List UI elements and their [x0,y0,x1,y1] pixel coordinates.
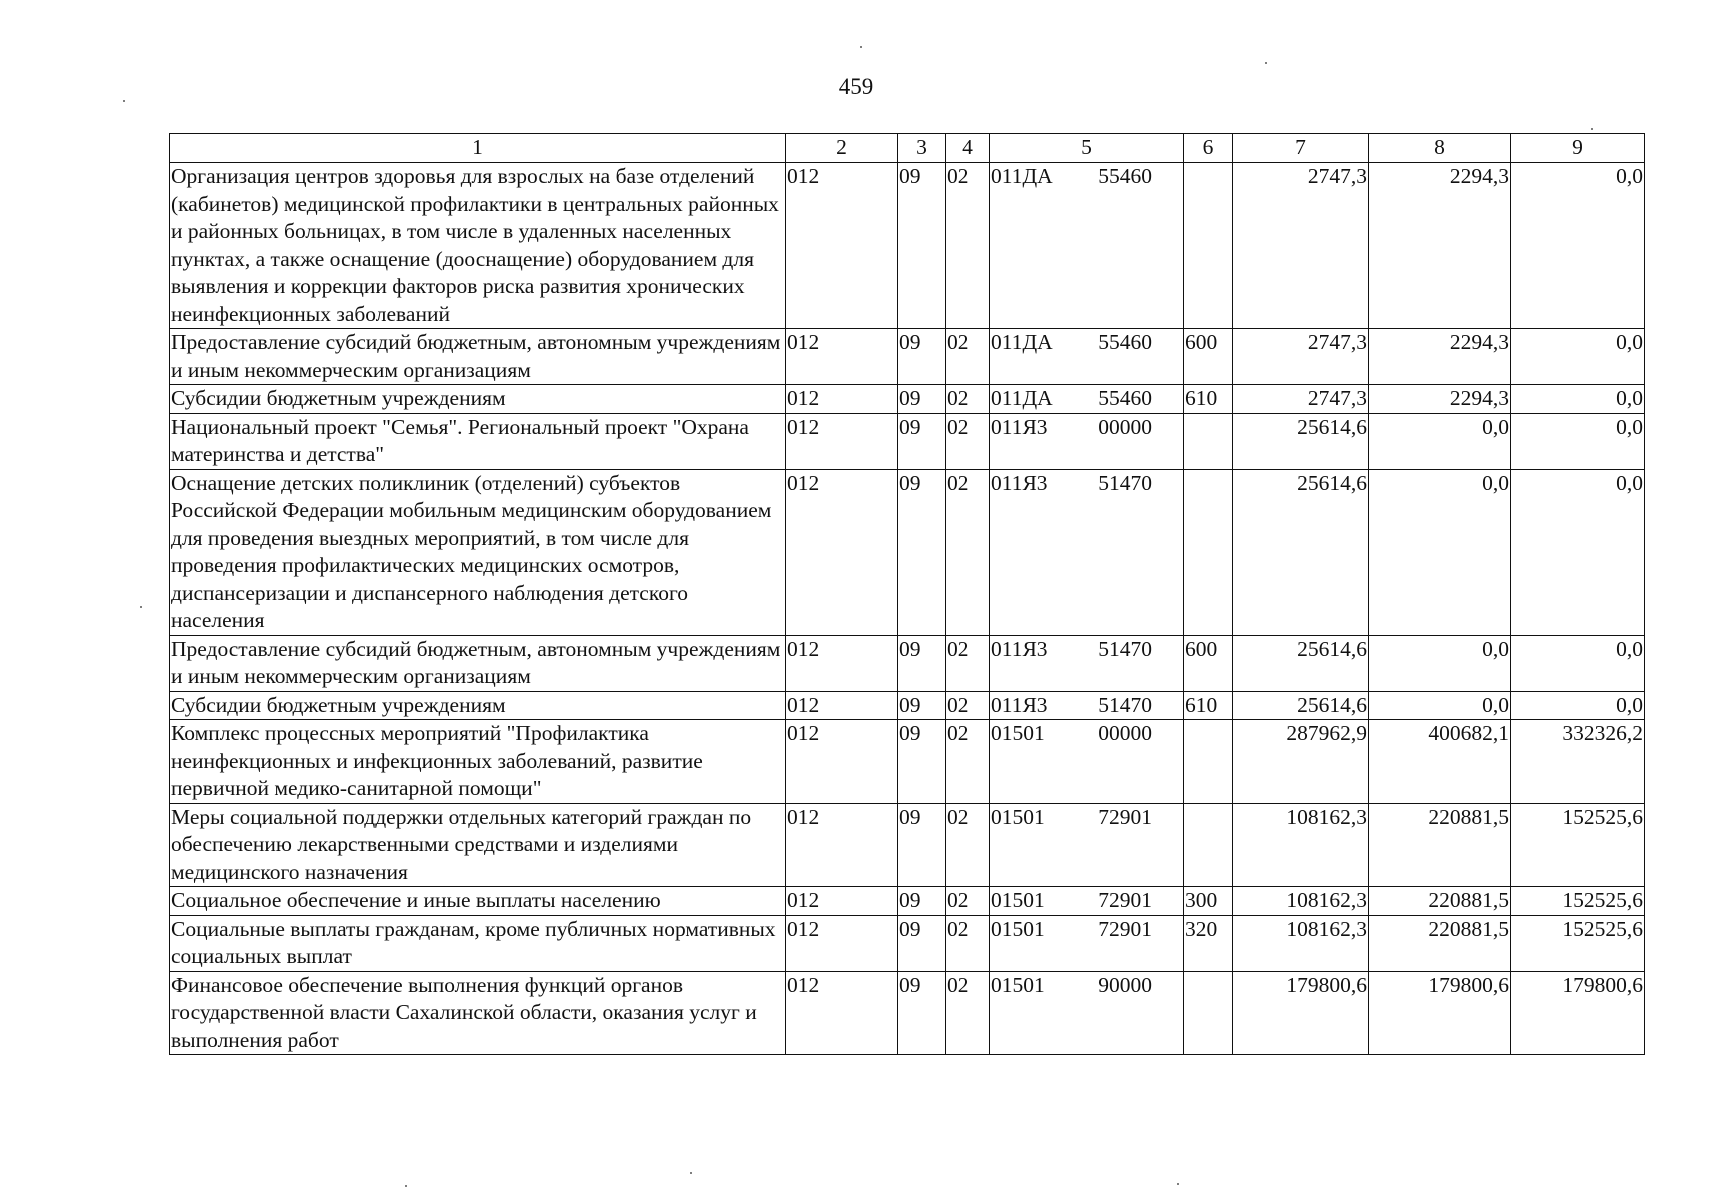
amount-col-9: 152525,6 [1511,887,1645,916]
table-row [170,691,1645,720]
amount-col-8: 0,0 [1369,635,1511,691]
section-code: 09 [898,971,946,1055]
subsection-code: 02 [946,971,990,1055]
program-code: 011ДА [991,330,1053,354]
header-col-4: 4 [946,134,990,163]
table-row [170,803,1645,887]
amount-col-9: 0,0 [1511,469,1645,635]
ministry-code: 012 [786,915,898,971]
section-code: 09 [898,720,946,804]
table-row [170,635,1645,691]
header-col-8: 8 [1369,134,1511,163]
amount-col-8: 0,0 [1369,413,1511,469]
direction-code: 00000 [1098,721,1152,745]
section-code: 09 [898,635,946,691]
amount-col-9: 0,0 [1511,635,1645,691]
subsection-code: 02 [946,635,990,691]
section-code: 09 [898,329,946,385]
scan-speck [405,1185,407,1187]
table-row [170,413,1645,469]
scan-speck [140,606,142,608]
row-name: Оснащение детских поликлиник (отделений) субъектов Российской Федерации мобильным медицинским оборудованием для проведения выездных мероприятий, в том числе для проведения профилактических медицинских осмотров, диспансеризации и диспансерного наблюдения детского населения [170,469,786,635]
row-name: Организация центров здоровья для взрослых на базе отделений (кабинетов) медицинской профилактики в центральных районных и районных больницах, в том числе в удаленных населенных пунктах, а также оснащение (дооснащение) оборудованием для выявления и коррекции факторов риска развития хронических неинфекционных заболеваний [170,163,786,329]
ministry-code: 012 [786,635,898,691]
direction-code: 55460 [1098,330,1152,354]
amount-col-8: 220881,5 [1369,803,1511,887]
amount-col-7: 179800,6 [1233,971,1369,1055]
ministry-code: 012 [786,413,898,469]
program-code: 01501 [991,721,1045,745]
ministry-code: 012 [786,803,898,887]
header-col-5: 5 [990,134,1184,163]
subsection-code: 02 [946,887,990,916]
expense-type-code [1184,413,1233,469]
amount-col-8: 0,0 [1369,691,1511,720]
header-row [170,134,1645,163]
amount-col-9: 0,0 [1511,691,1645,720]
table-row [170,971,1645,1055]
row-name: Комплекс процессных мероприятий "Профилактика неинфекционных и инфекционных заболеваний, развитие первичной медико-санитарной помощи" [170,720,786,804]
amount-col-7: 108162,3 [1233,803,1369,887]
header-col-2: 2 [786,134,898,163]
expense-type-code [1184,803,1233,887]
expense-type-code [1184,971,1233,1055]
amount-col-8: 2294,3 [1369,163,1511,329]
target-article-code [990,803,1184,887]
row-name: Субсидии бюджетным учреждениям [170,385,786,414]
table-row [170,915,1645,971]
subsection-code: 02 [946,803,990,887]
table-row [170,329,1645,385]
direction-code: 51470 [1098,692,1152,717]
amount-col-7: 25614,6 [1233,635,1369,691]
amount-col-9: 179800,6 [1511,971,1645,1055]
direction-code: 72901 [1098,916,1152,941]
expense-type-code: 320 [1184,915,1233,971]
subsection-code: 02 [946,413,990,469]
program-code: 011ДА [991,164,1053,188]
table-body [170,163,1645,1055]
target-article-code [990,413,1184,469]
ministry-code: 012 [786,385,898,414]
amount-col-7: 108162,3 [1233,915,1369,971]
amount-col-9: 152525,6 [1511,803,1645,887]
program-code: 011Я3 [991,692,1048,717]
subsection-code: 02 [946,720,990,804]
amount-col-8: 2294,3 [1369,385,1511,414]
amount-col-9: 0,0 [1511,163,1645,329]
program-code: 01501 [991,804,1045,829]
ministry-code: 012 [786,971,898,1055]
amount-col-7: 108162,3 [1233,887,1369,916]
amount-col-8: 220881,5 [1369,915,1511,971]
direction-code: 51470 [1098,636,1152,661]
expense-type-code [1184,720,1233,804]
row-name: Социальное обеспечение и иные выплаты населению [170,887,786,916]
row-name: Предоставление субсидий бюджетным, автономным учреждениям и иным некоммерческим организациям [170,329,786,385]
ministry-code: 012 [786,163,898,329]
amount-col-8: 220881,5 [1369,887,1511,916]
row-name: Субсидии бюджетным учреждениям [170,691,786,720]
amount-col-7: 2747,3 [1233,329,1369,385]
program-code: 011Я3 [991,414,1048,439]
program-code: 01501 [991,972,1045,997]
scan-speck [860,46,862,48]
expense-type-code: 600 [1184,635,1233,691]
target-article-code [990,329,1184,385]
section-code: 09 [898,469,946,635]
section-code: 09 [898,163,946,329]
amount-col-9: 332326,2 [1511,720,1645,804]
ministry-code: 012 [786,329,898,385]
target-article-code [990,915,1184,971]
scan-speck [690,1172,692,1174]
subsection-code: 02 [946,163,990,329]
target-article-code [990,887,1184,916]
direction-code: 00000 [1098,414,1152,439]
program-code: 011Я3 [991,470,1048,495]
expense-type-code: 300 [1184,887,1233,916]
expense-type-code [1184,163,1233,329]
subsection-code: 02 [946,691,990,720]
expense-type-code: 600 [1184,329,1233,385]
amount-col-7: 25614,6 [1233,413,1369,469]
amount-col-9: 0,0 [1511,413,1645,469]
scan-speck [123,100,125,102]
program-code: 01501 [991,916,1045,941]
row-name: Национальный проект "Семья". Региональный проект "Охрана материнства и детства" [170,413,786,469]
amount-col-9: 152525,6 [1511,915,1645,971]
subsection-code: 02 [946,915,990,971]
target-article-code [990,691,1184,720]
target-article-code [990,971,1184,1055]
page-number: 459 [838,74,874,99]
amount-col-8: 400682,1 [1369,720,1511,804]
row-name: Меры социальной поддержки отдельных категорий граждан по обеспечению лекарственными средствами и изделиями медицинского назначения [170,803,786,887]
target-article-code [990,469,1184,635]
program-code: 011ДА [991,386,1053,410]
direction-code: 55460 [1098,164,1152,188]
target-article-code [990,385,1184,414]
header-col-9: 9 [1511,134,1645,163]
header-col-3: 3 [898,134,946,163]
program-code: 011Я3 [991,636,1048,661]
scan-speck [1177,1183,1179,1185]
table-row [170,385,1645,414]
row-name: Социальные выплаты гражданам, кроме публичных нормативных социальных выплат [170,915,786,971]
amount-col-7: 2747,3 [1233,163,1369,329]
table-row [170,163,1645,329]
section-code: 09 [898,915,946,971]
amount-col-9: 0,0 [1511,329,1645,385]
table-row [170,469,1645,635]
ministry-code: 012 [786,720,898,804]
ministry-code: 012 [786,469,898,635]
section-code: 09 [898,887,946,916]
subsection-code: 02 [946,329,990,385]
row-name: Предоставление субсидий бюджетным, автономным учреждениям и иным некоммерческим организациям [170,635,786,691]
direction-code: 51470 [1098,470,1152,495]
subsection-code: 02 [946,469,990,635]
scan-speck [1591,128,1593,130]
amount-col-8: 2294,3 [1369,329,1511,385]
amount-col-9: 0,0 [1511,385,1645,414]
expense-type-code: 610 [1184,691,1233,720]
header-col-6: 6 [1184,134,1233,163]
section-code: 09 [898,691,946,720]
direction-code: 72901 [1098,804,1152,829]
ministry-code: 012 [786,887,898,916]
subsection-code: 02 [946,385,990,414]
direction-code: 55460 [1098,386,1152,410]
expense-type-code [1184,469,1233,635]
section-code: 09 [898,385,946,414]
table-row [170,720,1645,804]
expense-type-code: 610 [1184,385,1233,414]
header-col-7: 7 [1233,134,1369,163]
amount-col-7: 287962,9 [1233,720,1369,804]
amount-col-7: 2747,3 [1233,385,1369,414]
target-article-code [990,163,1184,329]
row-name: Финансовое обеспечение выполнения функций органов государственной власти Сахалинской области, оказания услуг и выполнения работ [170,971,786,1055]
scan-speck [1265,62,1267,64]
amount-col-7: 25614,6 [1233,469,1369,635]
amount-col-8: 0,0 [1369,469,1511,635]
section-code: 09 [898,803,946,887]
budget-table [169,133,1645,1055]
ministry-code: 012 [786,691,898,720]
header-col-1: 1 [170,134,786,163]
direction-code: 90000 [1098,972,1152,997]
amount-col-7: 25614,6 [1233,691,1369,720]
table-row [170,887,1645,916]
program-code: 01501 [991,888,1045,912]
amount-col-8: 179800,6 [1369,971,1511,1055]
section-code: 09 [898,413,946,469]
direction-code: 72901 [1098,888,1152,912]
target-article-code [990,720,1184,804]
target-article-code [990,635,1184,691]
